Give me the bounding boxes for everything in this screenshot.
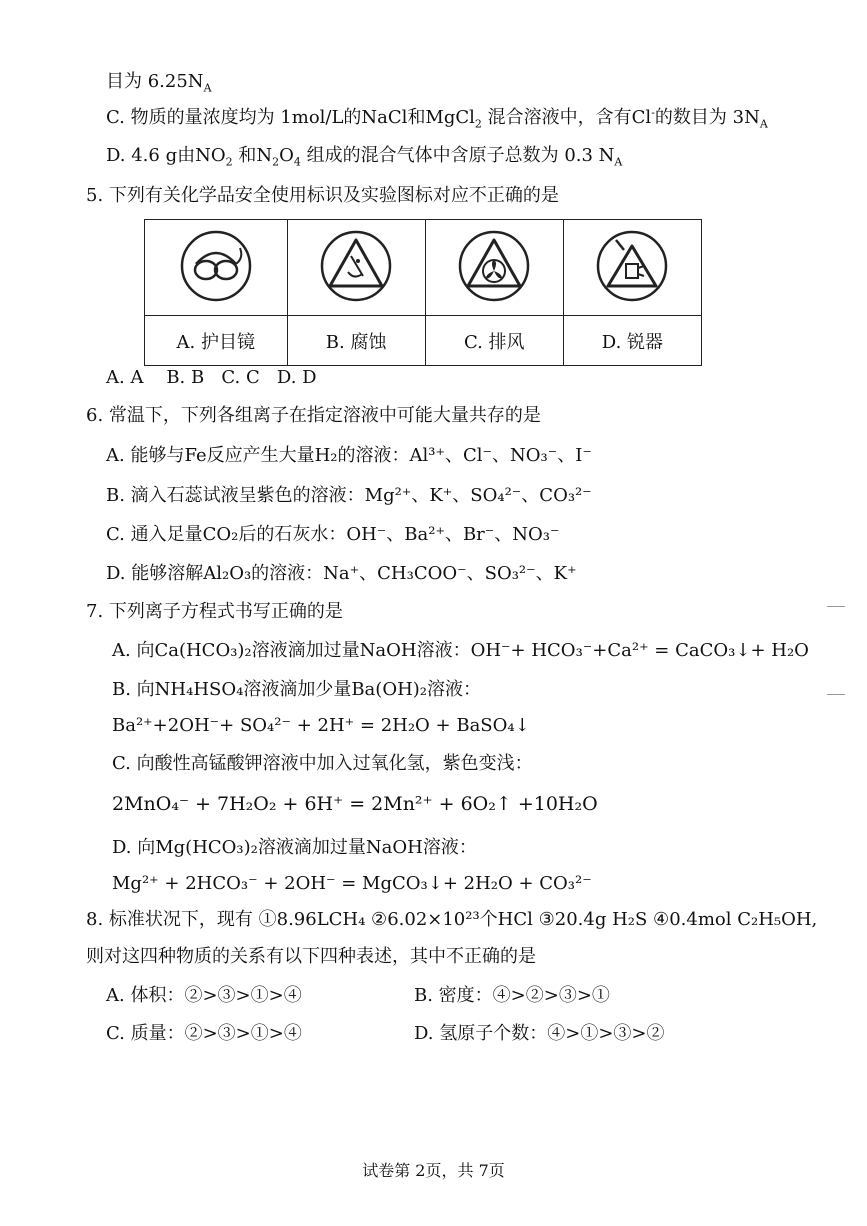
- fan-icon: [456, 228, 532, 304]
- q6-option-c: C. 通入足量CO₂后的石灰水：OH⁻、Ba²⁺、Br⁻、NO₃⁻: [106, 524, 560, 545]
- q5-icon-table: [144, 219, 702, 366]
- q7-option-d: D. 向Mg(HCO₃)₂溶液滴加过量NaOH溶液：: [112, 837, 477, 858]
- q7-option-b-equation: Ba²⁺+2OH⁻+ SO₄²⁻ + 2H⁺ = 2H₂O + BaSO₄↓: [112, 715, 530, 736]
- q8-option-c: C. 质量：②>③>①>④: [106, 1023, 302, 1044]
- q8-option-b: B. 密度：④>②>③>①: [414, 985, 610, 1006]
- q8-stem: 8. 标准状况下，现有 ①8.96LCH₄ ②6.02×10²³个HCl ③20.4g H₂S ④0.4mol C₂H₅OH,: [86, 909, 818, 930]
- q6-option-a: A. 能够与Fe反应产生大量H₂的溶液：Al³⁺、Cl⁻、NO₃⁻、I⁻: [106, 445, 592, 466]
- q6-option-d: D. 能够溶解Al₂O₃的溶液：Na⁺、CH₃COO⁻、SO₃²⁻、K⁺: [106, 563, 577, 584]
- q7-stem: 7. 下列离子方程式书写正确的是: [86, 601, 343, 622]
- margin-mark: [827, 606, 845, 607]
- q7-option-a: A. 向Ca(HCO₃)₂溶液滴加过量NaOH溶液：OH⁻+ HCO₃⁻+Ca²⁺ = CaCO₃↓+ H₂O: [112, 640, 809, 661]
- q4-option-d: D. 4.6 g由$NO_2$ 和$N_2O_4$ 组成的混合气体中含原子总数为 0.3 $N_A$: [106, 145, 623, 169]
- q4-option-b-tail: 目为 $6.25N_A$: [106, 71, 212, 95]
- q4-option-c: C. 物质的量浓度均为 1mol/L的NaCl和MgCl$_2$ 混合溶液中，含有Cl-的数目为 $3N_A$: [106, 106, 768, 131]
- goggles-icon: [178, 228, 254, 304]
- q5-choices: A. A B. B C. C D. D: [106, 367, 317, 388]
- q8-option-a: A. 体积：②>③>①>④: [106, 985, 302, 1006]
- q7-option-b: B. 向NH₄HSO₄溶液滴加少量Ba(OH)₂溶液：: [112, 679, 482, 700]
- corrosion-icon: [318, 228, 394, 304]
- label-d: D. 锐器: [563, 316, 701, 366]
- goggles-cell: [145, 220, 288, 316]
- q7-option-c-equation: 2MnO₄⁻ + 7H₂O₂ + 6H⁺ = 2Mn²⁺ + 6O₂↑ +10H₂O: [112, 793, 598, 815]
- q6-option-b: B. 滴入石蕊试液呈紫色的溶液：Mg²⁺、K⁺、SO₄²⁻、CO₃²⁻: [106, 485, 592, 506]
- ventilation-cell: [425, 220, 563, 316]
- label-b: B. 腐蚀: [287, 316, 425, 366]
- q6-stem: 6. 常温下，下列各组离子在指定溶液中可能大量共存的是: [86, 405, 541, 426]
- corrosion-cell: [287, 220, 425, 316]
- q5-stem: 5. 下列有关化学品安全使用标识及实验图标对应不正确的是: [86, 185, 559, 206]
- q8-stem-2: 则对这四种物质的关系有以下四种表述，其中不正确的是: [86, 946, 536, 967]
- q8-option-d: D. 氢原子个数：④>①>③>②: [414, 1023, 665, 1044]
- sharps-cell: [563, 220, 701, 316]
- label-a: A. 护目镜: [145, 316, 288, 366]
- q7-option-d-equation: Mg²⁺ + 2HCO₃⁻ + 2OH⁻ = MgCO₃↓+ 2H₂O + CO₃²⁻: [112, 873, 592, 894]
- page-footer: 试卷第 2页，共 7页: [362, 1161, 505, 1180]
- sharps-icon: [594, 228, 670, 304]
- label-c: C. 排风: [425, 316, 563, 366]
- q7-option-c: C. 向酸性高锰酸钾溶液中加入过氧化氢，紫色变浅：: [112, 753, 533, 774]
- margin-mark: [827, 694, 845, 695]
